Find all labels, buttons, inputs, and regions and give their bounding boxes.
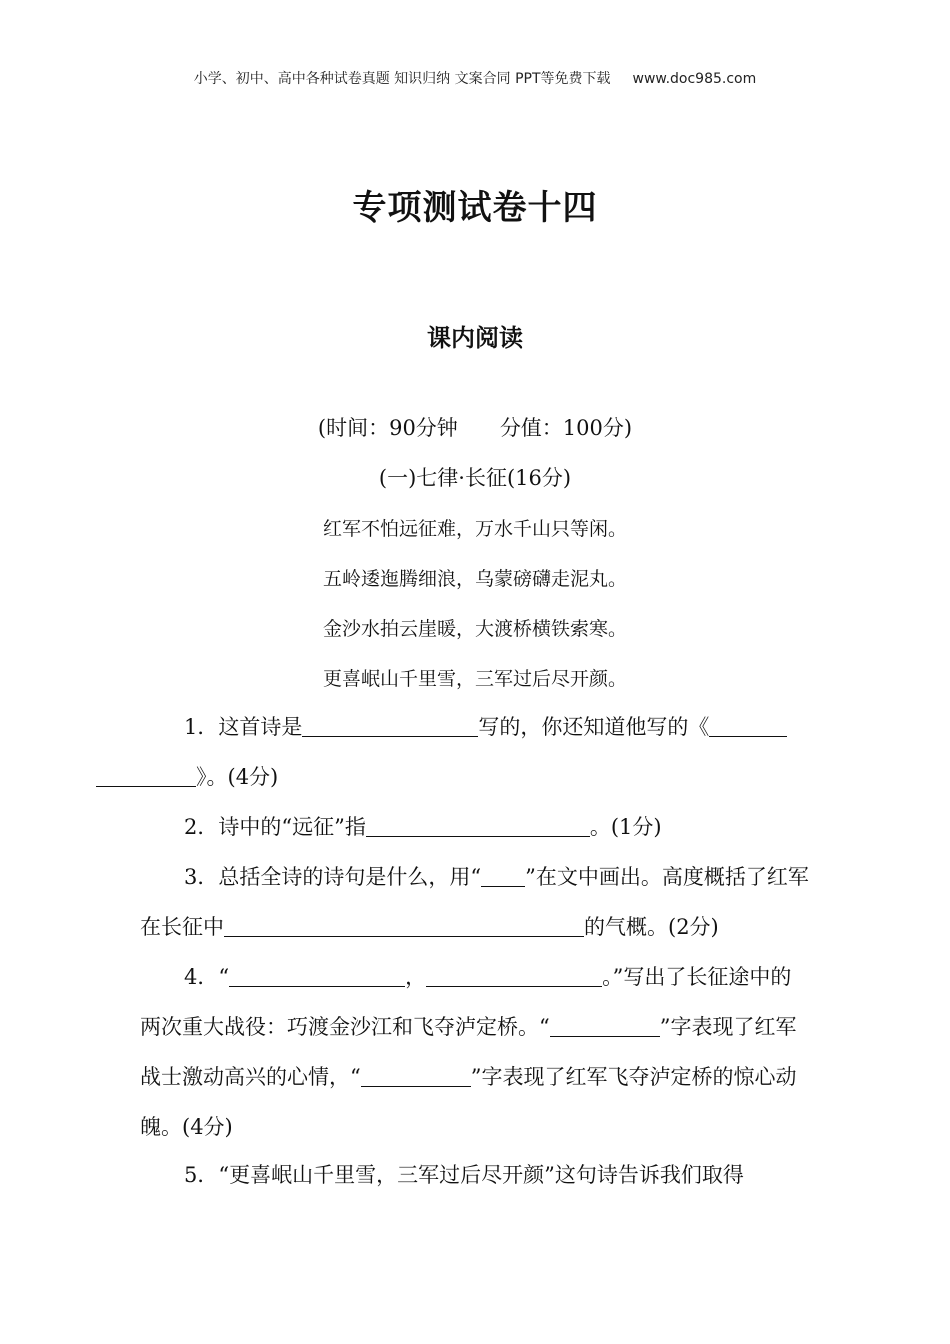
question-4 — [140, 952, 812, 1152]
answer-blank[interactable] — [302, 714, 478, 737]
poem-line: 金沙水拍云崖暖，大渡桥横铁索寒。 — [322, 618, 627, 640]
question-text: 。”写出了长征途中的两次重大战役：巧渡金沙江和飞夺泸定桥。“ — [140, 965, 792, 1039]
question-text: 3．总括全诗的诗句是什么，用“ — [184, 865, 482, 889]
section-heading: (一)七律·长征(16分) — [378, 466, 572, 490]
question-text: ”字表现了红军飞夺泸定桥的惊心动魄。(4分) — [140, 1065, 797, 1139]
answer-blank[interactable] — [426, 964, 602, 987]
answer-blank[interactable] — [361, 1064, 471, 1087]
answer-blank[interactable] — [224, 914, 584, 937]
page-header — [0, 68, 950, 88]
question-text: 2．诗中的“远征”指 — [184, 815, 366, 839]
question-3 — [140, 852, 812, 952]
question-2 — [140, 802, 812, 852]
poem-line: 五岭逶迤腾细浪，乌蒙磅礴走泥丸。 — [322, 568, 627, 590]
question-1 — [140, 702, 812, 802]
question-text: ”在文中画出。高度概括了红军在长征中 — [140, 865, 809, 939]
question-5 — [140, 1150, 812, 1200]
poem-line: 更喜岷山千里雪，三军过后尽开颜。 — [322, 668, 627, 690]
score-info: 分值：100分) — [499, 416, 633, 440]
question-text: 写的，你还知道他写的《 — [478, 715, 710, 739]
question-text: 5．“更喜岷山千里雪，三军过后尽开颜”这句诗告诉我们取得 — [184, 1163, 744, 1187]
question-text: 1．这首诗是 — [184, 715, 303, 739]
answer-blank[interactable] — [96, 764, 196, 787]
exam-info — [0, 412, 950, 442]
question-text: 》。(4分) — [196, 765, 279, 789]
answer-blank[interactable] — [366, 814, 590, 837]
header-site: www.doc985.com — [632, 71, 757, 87]
question-text: 4．“ — [184, 965, 230, 989]
time-info: (时间：90分钟 — [317, 416, 458, 440]
answer-blank[interactable] — [481, 864, 525, 887]
question-text: 。(1分) — [589, 815, 662, 839]
answer-blank[interactable] — [550, 1014, 660, 1037]
question-text: ”字表现了红军战士激动高兴的心情，“ — [140, 1015, 797, 1089]
page-title: 专项测试卷十四 — [352, 188, 598, 228]
page-subtitle: 课内阅读 — [427, 324, 523, 352]
answer-blank[interactable] — [709, 714, 787, 737]
question-text: ， — [405, 965, 427, 989]
poem-line: 红军不怕远征难，万水千山只等闲。 — [322, 518, 627, 540]
answer-blank[interactable] — [229, 964, 405, 987]
header-text: 小学、初中、高中各种试卷真题 知识归纳 文案合同 PPT等免费下载 — [193, 71, 611, 87]
question-text: 的气概。(2分) — [584, 915, 719, 939]
